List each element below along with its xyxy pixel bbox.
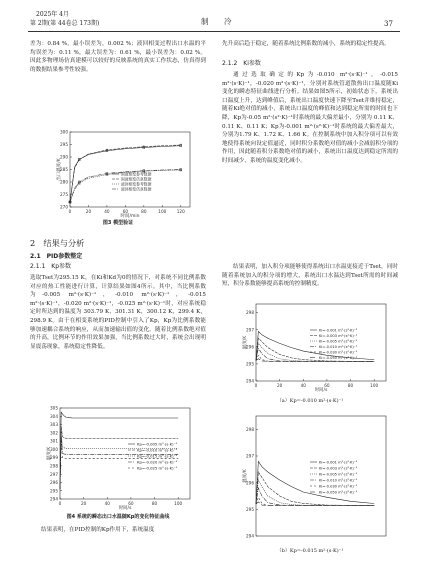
header-journal: 制 冷 [201, 17, 236, 26]
x-tick-label: 80 [151, 501, 158, 506]
subsection-heading: 2.1 PID参数整定 [30, 253, 83, 260]
legend-label: 固液相变参考数据 [121, 171, 152, 177]
x-axis-label: 时间/min [120, 214, 140, 218]
y-tick-label: 270 [60, 204, 68, 210]
y-tick-label: 296 [50, 480, 58, 486]
fig5a-subcaption: （a）Kp=-0.010 m²·(s·K)⁻¹ [276, 398, 344, 404]
legend-label: Ki=-0.030 m²·(s²·K)⁻¹ [319, 350, 358, 355]
y-tick-label: 295 [50, 488, 58, 494]
y-axis-label: 出口温度/K [57, 158, 62, 181]
x-tick-label: 100 [174, 501, 183, 506]
ki-paragraph: 通过选取确定的Kp为-0.010 m²·(s·K)⁻¹，-0.015 m²·(s·K)⁻¹，-0.020 m²·(s·K)⁻¹，分别对系统管道散热出口温度随Ki变化的瞬态特征曲线进行分析。结果如图5所示，初始状态下，系统出口温度上升，达到峰值后，系统出口温度快速下降至Tset并维持稳定，随着Ki绝对值的减小，系统出口温度的峰值和达到稳定所需的时间也下降，Kp为-0.05 m²·(s²·K)⁻¹时系统的最大偏差最小，分别为 0.11 K、0.11 K、0.11 K；Kp为-0.001 m²·(s²·K)⁻¹时系统的最大偏差最大，分别为1.79 K、1.72 K、1.66 K。在控制系统中加入积分项可以有效地使得系统向设定值逼近，同时积分系数绝对值的减小会减弱积分项的作用，因此随着积分系数绝对值的减小，系统出口温度达到稳定所需的时间减少，系统的温度变化减小。 [222, 72, 398, 164]
legend-label: Kp=-0.020 m²·(s·K)⁻¹ [137, 459, 178, 465]
y-tick-label: 294 [246, 533, 254, 539]
y-tick-label: 295 [60, 142, 68, 148]
legend-label: Ki=-0.050 m²·(s²·K)⁻¹ [319, 356, 358, 360]
intro-paragraph: 差为：0.84 %，最小误差为，0.002 %；液回相变过程出口水温的平均误差为：0.11 %，最大误差为：0.61 %，最小误差为：0.02 %。因此多物理场仿真建模可以较好的反映系统的真实工作状态，仿真得到的数据结果参考性较强。 [30, 41, 206, 73]
x-axis-label: 时间/s [314, 388, 328, 392]
fig3-caption: 图3 模型验证 [102, 220, 134, 226]
y-tick-label: 298 [246, 310, 254, 316]
fig5b-subcaption: （b）Kp=-0.015 m²·(s·K)⁻¹ [276, 548, 344, 554]
x-tick-label: 0 [68, 209, 72, 214]
y-tick-label: 295 [246, 506, 254, 512]
legend-label: Ki=-0.010 m²·(s²·K)⁻¹ [319, 478, 358, 483]
x-tick-label: 20 [276, 383, 283, 388]
y-tick-label: 300 [60, 129, 68, 135]
header-date: 2025年 4月 [36, 11, 69, 18]
x-tick-label: 40 [104, 501, 110, 506]
fig4-caption: 图4 系统的瞬态出口水温随Kp的变化特征曲线 [66, 514, 170, 520]
y-tick-label: 295 [246, 361, 254, 367]
ki-paragraph-2: 结果表明，加入积分项能够使得系统出口水温更接近于Tset，同时随着系统加入的积分项的增大，系统出口水温达到Tset所需的时间减短，积分系数能够提高系统的控制精度。 [222, 264, 398, 288]
legend-label: Kp=-0.025 m²·(s·K)⁻¹ [137, 465, 178, 471]
fig5a-chart [240, 300, 390, 392]
header-issue: 第 2期(第 44卷总 173期) [30, 20, 100, 27]
legend-label: Ki=-0.001 m²·(s²·K)⁻¹ [319, 460, 358, 465]
subsubsection-heading-kp: 2.1.1 Kp参数 [30, 263, 72, 270]
plot-frame [70, 132, 190, 207]
legend-label: Ki=-0.003 m²·(s²·K)⁻¹ [319, 334, 358, 338]
bottom-paragraph: 结果表明，在PID控制的Kp作用下，系统温度 [41, 527, 155, 533]
legend-label: Kp=-0.015 m²·(s·K)⁻¹ [137, 453, 178, 459]
legend-label: 固液相变仿真数据 [121, 176, 152, 182]
y-tick-label: 290 [60, 154, 68, 160]
y-tick-label: 298 [246, 426, 254, 432]
y-axis-label: 温度/K [243, 335, 248, 350]
y-axis-label: 温度/K [47, 446, 52, 461]
x-tick-label: 60 [122, 209, 129, 214]
legend-label: Ki=-0.050 m²·(s²·K)⁻¹ [319, 490, 358, 495]
y-tick-label: 296 [246, 480, 254, 486]
subsubsection-heading-ki: 2.1.2 Ki参数 [222, 60, 261, 67]
x-tick-label: 40 [300, 383, 306, 388]
fig4-chart [44, 404, 194, 510]
x-tick-label: 20 [85, 209, 92, 214]
header-rule [28, 31, 400, 32]
x-tick-label: 20 [80, 501, 87, 506]
x-tick-label: 0 [58, 501, 62, 506]
x-tick-label: 100 [370, 383, 379, 388]
y-tick-label: 299 [50, 455, 58, 461]
legend-label: Kp=-0.010 m²·(s·K)⁻¹ [137, 447, 178, 453]
x-tick-label: 100 [158, 209, 167, 214]
x-tick-label: 80 [347, 383, 354, 388]
y-tick-label: 285 [60, 167, 68, 173]
x-tick-label: 60 [128, 501, 134, 506]
legend-label: Ki=-0.005 m²·(s²·K)⁻¹ [319, 472, 358, 477]
x-tick-label: 80 [141, 209, 147, 214]
fig3-chart [54, 128, 194, 218]
x-tick-label: 0 [254, 383, 258, 388]
y-tick-label: 296 [246, 344, 254, 350]
y-tick-label: 275 [60, 192, 68, 198]
x-tick-label: 120 [176, 209, 185, 214]
legend-label: Ki=-0.001 m²·(s²·K)⁻¹ [319, 328, 358, 333]
page-number: 37 [384, 20, 393, 28]
legend-label: 液回相变仿真数据 [121, 186, 152, 192]
y-tick-label: 294 [246, 378, 254, 384]
y-tick-label: 298 [50, 463, 58, 469]
legend-label: Ki=-0.010 m²·(s²·K)⁻¹ [319, 345, 358, 349]
y-tick-label: 305 [50, 405, 58, 411]
kp-paragraph: 选取Tset为295.15 K，在Ki和Kd为0的情况下，对系统不同比例系数对应的热工性能进行计算，计算结果如图4所示。其中，当比例系数为-0.005 m²·(s·K)⁻¹，-0.010 m²·(s·K)⁻¹，-0.015 m²·(s·K)⁻¹，-0.020 m²·(s·K)⁻¹，-0.025 m²·(s·K)⁻¹时，对应系统稳定时所达到的温度为 303.79 K，301.31 K，300.12 K，299.4 K，298.9 K。由于在相变系统的PID控制中引入了Kp，Kp为比例系数能够加速耦合系统的响应，从而加速输出值的变化。随着比例系数绝对值的升高，比例环节的作用效果加强，当比例系数过大时，系统会出现明显震荡现象，系统稳定性降低。 [30, 275, 206, 350]
right-top-paragraph: 先升高后趋于稳定，随着系统比例系数的减小，系统的稳定性提高。 [222, 41, 390, 47]
legend-label: Kp=-0.005 m²·(s·K)⁻¹ [137, 441, 178, 447]
legend-label: Ki=-0.005 m²·(s²·K)⁻¹ [319, 339, 358, 344]
legend-label: Ki=-0.030 m²·(s²·K)⁻¹ [319, 484, 358, 489]
y-tick-label: 302 [50, 430, 58, 436]
x-tick-label: 60 [324, 383, 330, 388]
x-tick-label: 40 [104, 209, 110, 214]
x-axis-label: 时间/s [118, 506, 132, 510]
legend-label: 液回相变参考数据 [121, 181, 152, 187]
y-tick-label: 297 [246, 327, 254, 333]
series-line [256, 472, 374, 505]
series-line [256, 502, 374, 505]
y-tick-label: 294 [50, 496, 58, 502]
y-tick-label: 301 [50, 438, 58, 444]
y-tick-label: 297 [50, 471, 58, 477]
y-tick-label: 304 [50, 413, 58, 419]
legend-label: Ki=-0.003 m²·(s²·K)⁻¹ [319, 466, 358, 471]
y-tick-label: 300 [50, 446, 58, 452]
fig5b-chart [240, 412, 390, 542]
y-axis-label: 温度/K [243, 469, 248, 483]
y-tick-label: 280 [60, 179, 68, 185]
y-tick-label: 297 [246, 453, 254, 459]
y-tick-label: 303 [50, 422, 58, 428]
section-heading: 2 结果与分析 [30, 238, 85, 248]
